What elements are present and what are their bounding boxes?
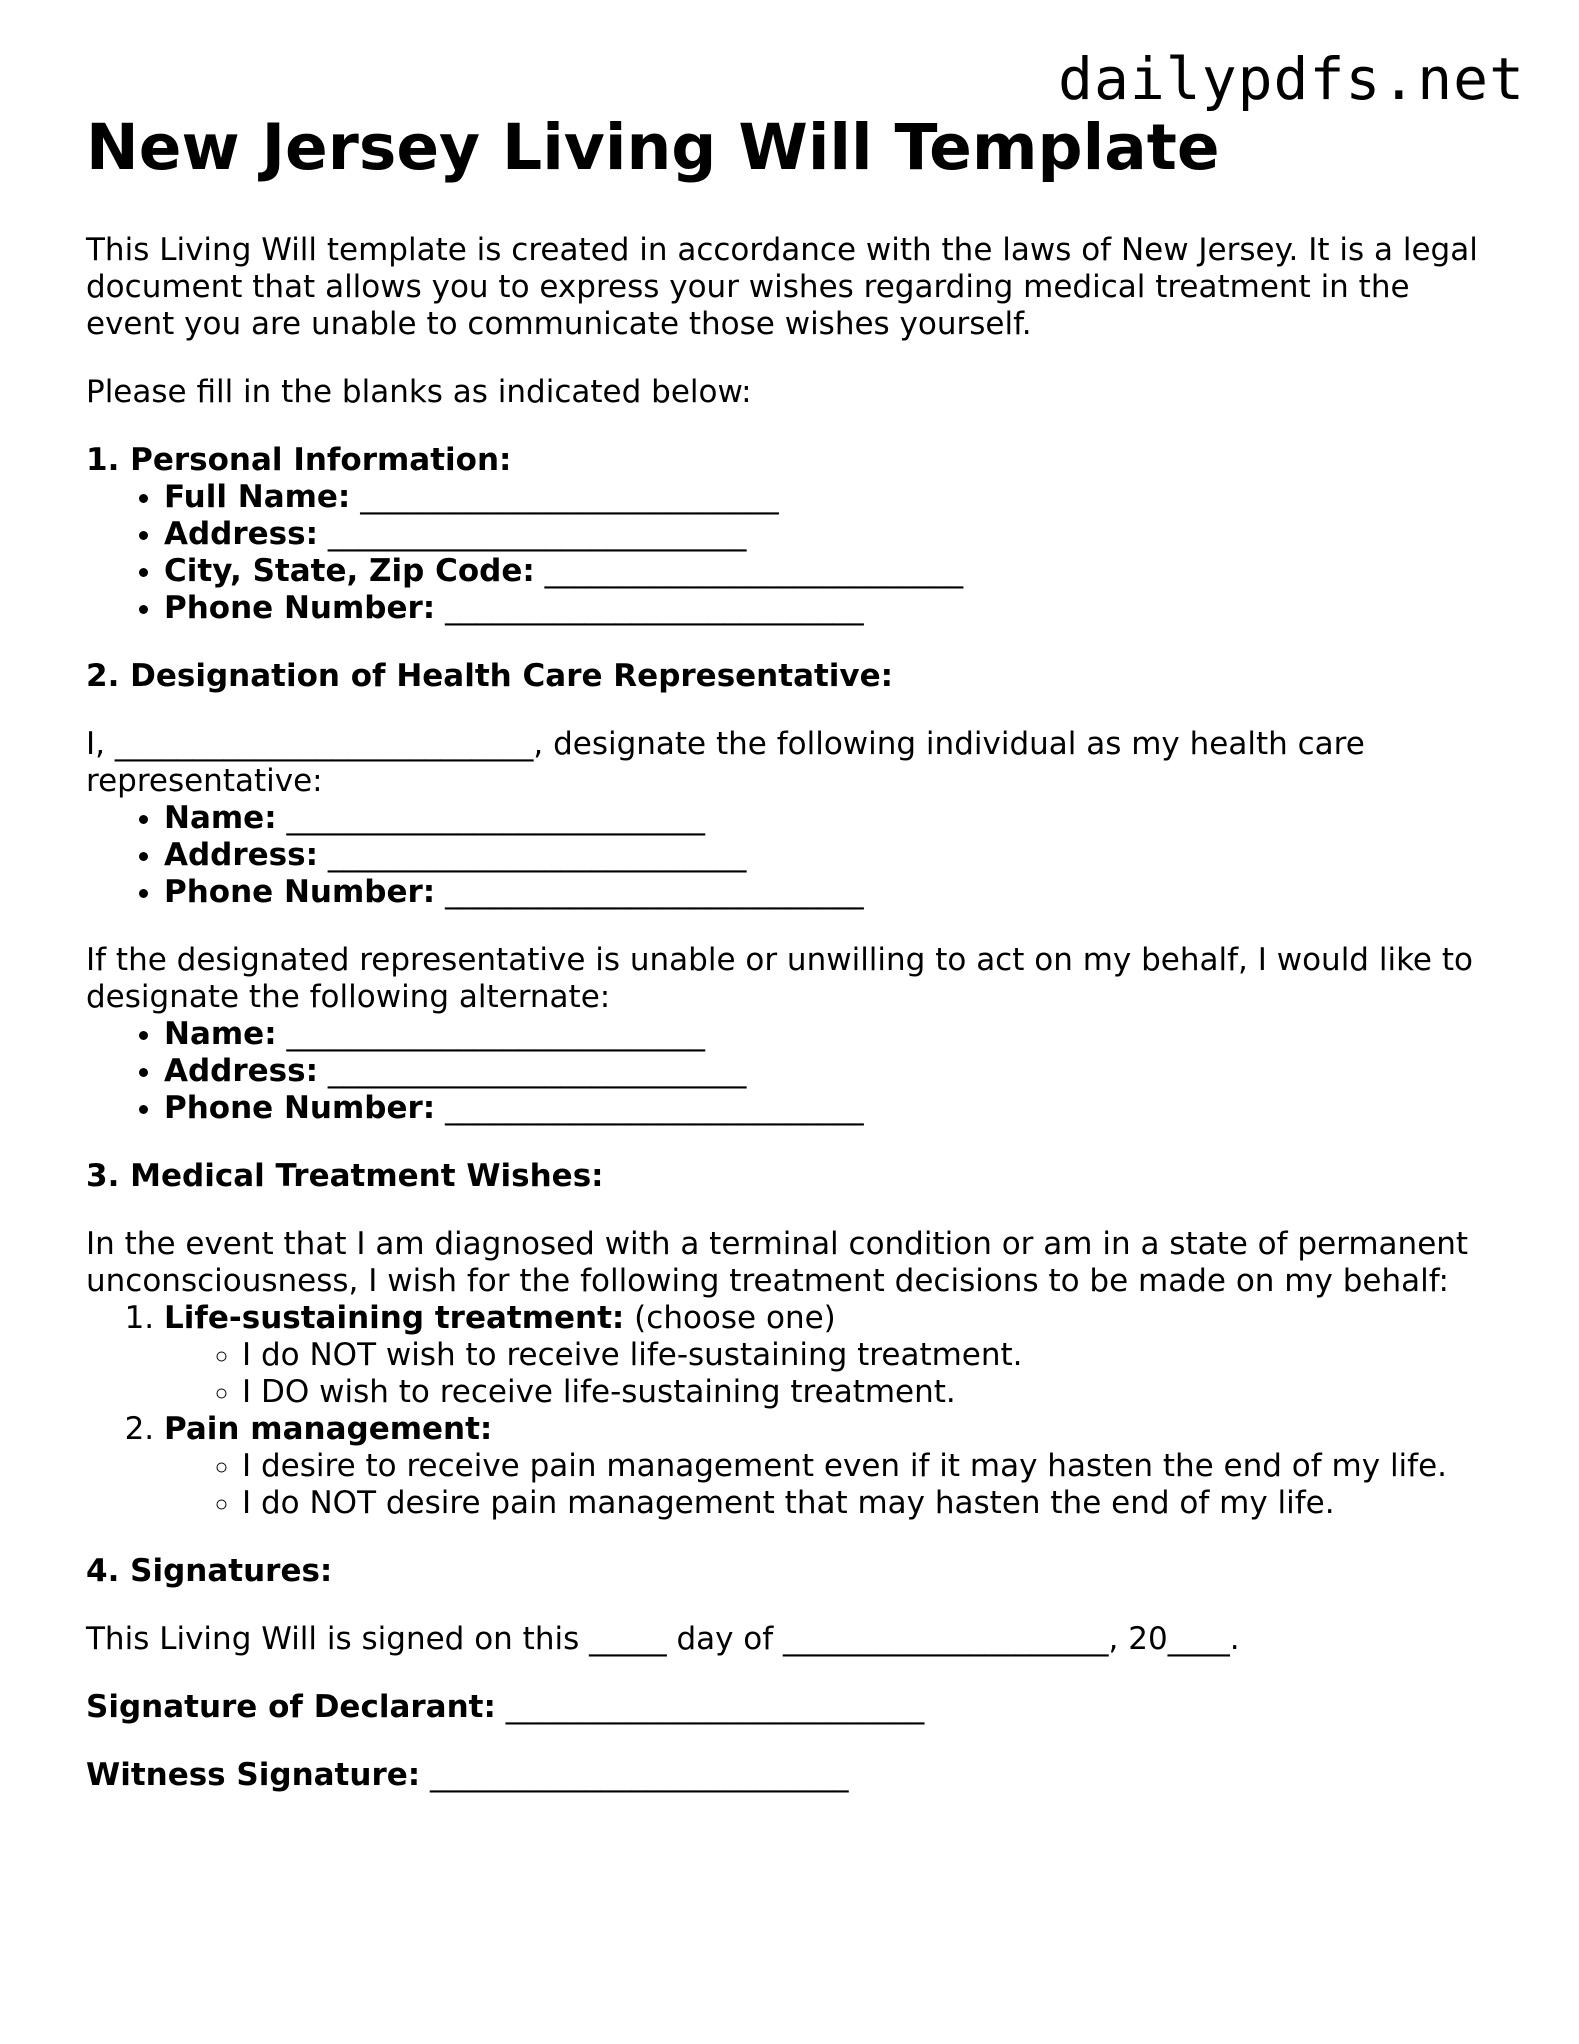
- personal-info-list: [86, 479, 1496, 627]
- declarant-signature-blank[interactable]: ___________________________: [505, 1689, 925, 1725]
- full-name-blank[interactable]: ___________________________: [360, 479, 779, 515]
- city-state-zip-blank[interactable]: ___________________________: [544, 553, 964, 589]
- declarant-name-blank[interactable]: ___________________________: [114, 726, 534, 762]
- treatment-paragraph: In the event that I am diagnosed with a terminal condition or am in a state of permanent unconsciousness, I wish for the following treatment decisions to be made on my behalf:: [86, 1226, 1469, 1299]
- alternate-name-blank[interactable]: ___________________________: [286, 1016, 705, 1052]
- document-page: [86, 108, 1496, 1794]
- list-item: [164, 874, 1496, 911]
- field-label: Phone Number:: [164, 590, 436, 626]
- option-no-pain-management[interactable]: ◦ I do NOT desire pain management that may hasten the end of my life.: [242, 1485, 1496, 1522]
- list-item: [164, 553, 1496, 590]
- instruction-text: Please fill in the blanks as indicated below:: [86, 374, 752, 410]
- alternate-list: [86, 1016, 1496, 1127]
- designation-suffix: , designate the following individual as my health care representative:: [86, 726, 1365, 799]
- representative-address-blank[interactable]: ___________________________: [327, 837, 747, 873]
- document-title: New Jersey Living Will Template: [86, 111, 1220, 184]
- list-item: [164, 1016, 1496, 1053]
- address-blank[interactable]: ___________________________: [327, 516, 747, 552]
- alternate-address-blank[interactable]: ___________________________: [327, 1053, 747, 1089]
- field-label: Name:: [164, 800, 277, 836]
- signed-date-line[interactable]: This Living Will is signed on this _____ day of _____________________, 20____.: [86, 1621, 1240, 1657]
- list-item: [164, 1300, 1496, 1411]
- witness-signature-blank[interactable]: ___________________________: [430, 1757, 849, 1793]
- field-label: Full Name:: [164, 479, 351, 515]
- treatment-note: (choose one): [624, 1300, 836, 1336]
- option-list: [164, 1337, 1496, 1411]
- field-label: Address:: [164, 837, 318, 873]
- list-item: [164, 800, 1496, 837]
- field-label: Address:: [164, 516, 318, 552]
- list-item: [164, 837, 1496, 874]
- option-yes-pain-management[interactable]: ◦ I desire to receive pain management even if it may hasten the end of my life.: [242, 1448, 1496, 1485]
- section-heading-treatment-wishes: 3. Medical Treatment Wishes:: [86, 1158, 604, 1194]
- declarant-signature-label: Signature of Declarant:: [86, 1689, 496, 1725]
- designation-prefix: I,: [86, 726, 115, 762]
- field-label: City, State, Zip Code:: [164, 553, 535, 589]
- list-item: [164, 479, 1496, 516]
- field-label: Phone Number:: [164, 874, 436, 910]
- witness-signature-line: [86, 1757, 1496, 1794]
- declarant-signature-line: [86, 1689, 1496, 1726]
- list-item: [164, 1053, 1496, 1090]
- field-label: Address:: [164, 1053, 318, 1089]
- alternate-phone-blank[interactable]: ___________________________: [445, 1090, 864, 1126]
- representative-list: [86, 800, 1496, 911]
- treatment-label: Pain management:: [164, 1411, 493, 1447]
- representative-name-blank[interactable]: ___________________________: [286, 800, 705, 836]
- designation-paragraph: [86, 726, 1496, 800]
- option-list: [164, 1448, 1496, 1522]
- field-label: Phone Number:: [164, 1090, 436, 1126]
- watermark: dailypdfs.net: [1058, 45, 1525, 113]
- phone-number-blank[interactable]: ___________________________: [445, 590, 864, 626]
- section-heading-representative: 2. Designation of Health Care Representative:: [86, 658, 894, 694]
- treatment-label: Life-sustaining treatment:: [164, 1300, 625, 1336]
- section-heading-personal-info: 1. Personal Information:: [86, 442, 512, 478]
- list-item: [164, 590, 1496, 627]
- option-yes-life-sustaining[interactable]: ◦ I DO wish to receive life-sustaining treatment.: [242, 1374, 1496, 1411]
- alternate-paragraph: If the designated representative is unable or unwilling to act on my behalf, I would like to designate the following alternate:: [86, 942, 1473, 1015]
- intro-paragraph: This Living Will template is created in accordance with the laws of New Jersey. It is a legal document that allows you to express your wishes regarding medical treatment in the event you are unable to communicate those wishes yourself.: [86, 232, 1478, 342]
- list-item: [164, 516, 1496, 553]
- option-no-life-sustaining[interactable]: ◦ I do NOT wish to receive life-sustaining treatment.: [242, 1337, 1496, 1374]
- witness-signature-label: Witness Signature:: [86, 1757, 421, 1793]
- treatment-list: [86, 1300, 1496, 1522]
- section-heading-signatures: 4. Signatures:: [86, 1553, 333, 1589]
- field-label: Name:: [164, 1016, 277, 1052]
- list-item: [164, 1411, 1496, 1522]
- representative-phone-blank[interactable]: ___________________________: [445, 874, 864, 910]
- list-item: [164, 1090, 1496, 1127]
